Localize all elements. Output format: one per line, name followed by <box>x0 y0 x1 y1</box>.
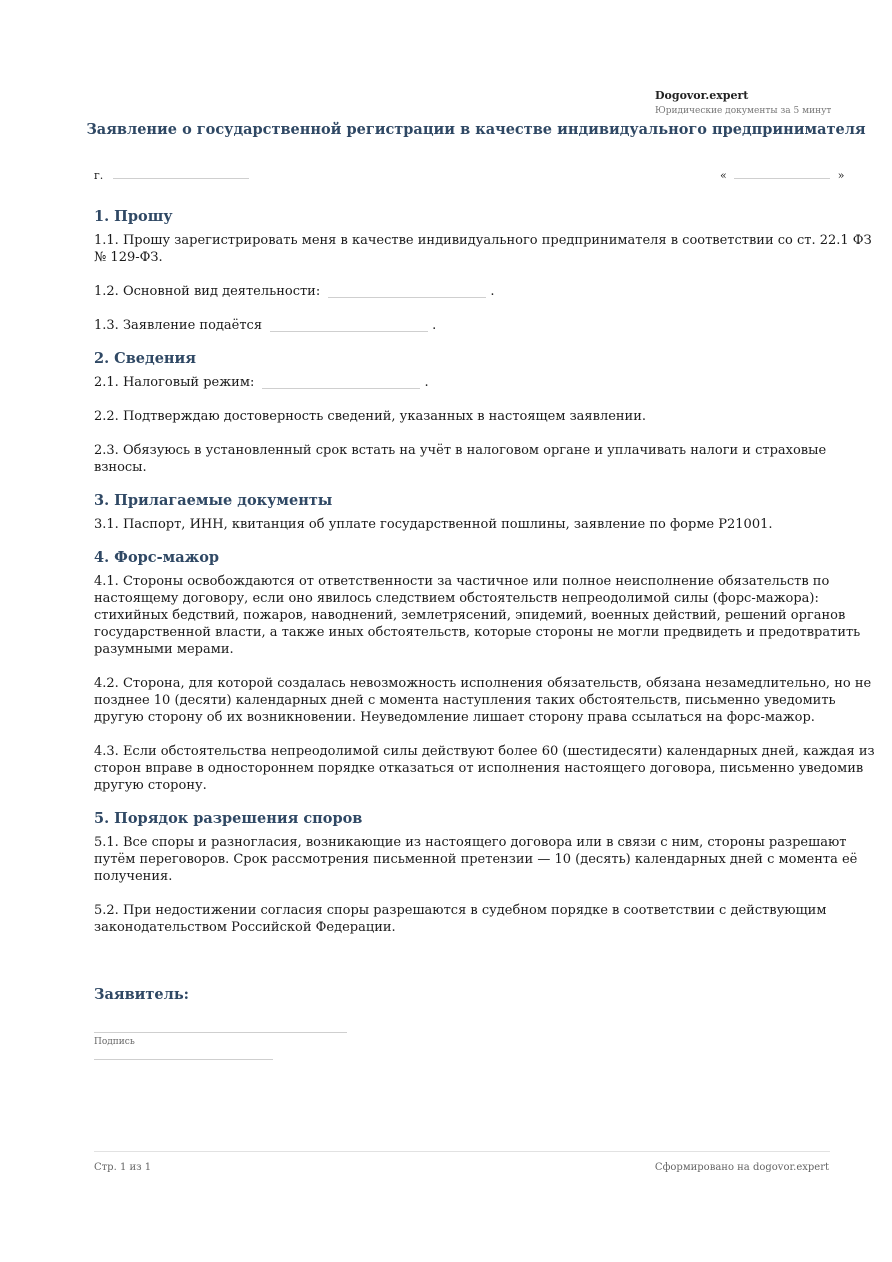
section-title: 4. Форс-мажор <box>94 549 220 566</box>
clause: 5.2. При недостижении согласия споры разрешаются в судебном порядке в соответствии с действующим законодательством Российской Федерации. <box>94 903 827 935</box>
date-close-quote: » <box>837 169 845 182</box>
tax-regime-blank <box>262 374 420 389</box>
date-field <box>720 166 844 184</box>
clause-text: 1.3. Заявление подаётся <box>94 318 263 333</box>
brand-name: Dogovor.expert <box>655 89 749 102</box>
city-field <box>94 166 249 184</box>
brand-block <box>655 89 831 118</box>
clause: 2.2. Подтверждаю достоверность сведений, указанных в настоящем заявлении. <box>94 409 647 424</box>
city-label: г. <box>94 169 104 182</box>
clause: 3.1. Паспорт, ИНН, квитанция об уплате государственной пошлины, заявление по форме Р21001. <box>94 517 773 532</box>
section-title: 3. Прилагаемые документы <box>94 492 333 509</box>
clause-text: 1.2. Основной вид деятельности: <box>94 284 321 299</box>
city-blank <box>113 166 249 179</box>
generated-note: Сформировано на dogovor.expert <box>654 1162 829 1173</box>
section-title: 2. Сведения <box>94 350 196 367</box>
clause-text: 2.1. Налоговый режим: <box>94 375 255 390</box>
signer-heading: Заявитель: <box>94 986 190 1003</box>
clause: 4.3. Если обстоятельства непреодолимой силы действуют более 60 (шестидесяти) календарных дней, каждая из сторон вправе в одностороннем порядке отказаться от исполнения настоящего договора, письменно уведомив другую сторону. <box>94 744 875 793</box>
clause-tax-regime <box>94 374 876 391</box>
date-open-quote: « <box>720 169 727 182</box>
clause-dot: . <box>490 284 495 299</box>
section-title: 5. Порядок разрешения споров <box>94 810 363 827</box>
clause-dot: . <box>432 318 437 333</box>
signature-name-line <box>94 1059 273 1060</box>
footer-divider <box>94 1151 830 1152</box>
clause: 2.3. Обязуюсь в установленный срок встать на учёт в налоговом органе и уплачивать налоги и страховые взносы. <box>94 443 827 475</box>
brand-tagline: Юридические документы за 5 минут <box>655 106 832 116</box>
clause: 4.2. Сторона, для которой создалась невозможность исполнения обязательств, обязана незамедлительно, но не позднее 10 (десяти) календарных дней с момента наступления таких обстоятельств, письменно уведомить другую сторону об их возникновении. Неуведомление лишает сторону права ссылаться на форс-мажор. <box>94 676 872 725</box>
clause: 5.1. Все споры и разногласия, возникающие из настоящего договора или в связи с ним, стороны разрешают путём переговоров. Срок рассмотрения письменной претензии — 10 (десять) календарных дней с момента её получения. <box>94 835 858 884</box>
clause: 1.1. Прошу зарегистрировать меня в качестве индивидуального предпринимателя в соответствии со ст. 22.1 ФЗ № 129-ФЗ. <box>94 233 872 265</box>
clause-activity <box>94 283 876 300</box>
clause: 4.1. Стороны освобождаются от ответственности за частичное или полное неисполнение обязательств по настоящему договору, если оно явилось следствием обстоятельств непреодолимой силы (форс-мажора): стихийных бедствий, пожаров, наводнений, землетрясений, эпидемий, военных действий, решений органов государственной власти, а также иных обстоятельств, которые стороны не могли предвидеть и предотвратить разумными мерами. <box>94 574 861 657</box>
document-body <box>94 207 876 936</box>
date-blank <box>734 166 830 179</box>
activity-blank <box>328 283 486 298</box>
submission-blank <box>270 317 428 332</box>
page-number: Стр. 1 из 1 <box>94 1162 152 1173</box>
signature-line <box>94 1032 347 1033</box>
section-title: 1. Прошу <box>94 208 173 225</box>
clause-dot: . <box>424 375 429 390</box>
clause-submission <box>94 317 876 334</box>
signature-label: Подпись <box>94 1037 135 1047</box>
document-title: Заявление о государственной регистрации в качестве индивидуального предпринимателя <box>86 121 866 138</box>
